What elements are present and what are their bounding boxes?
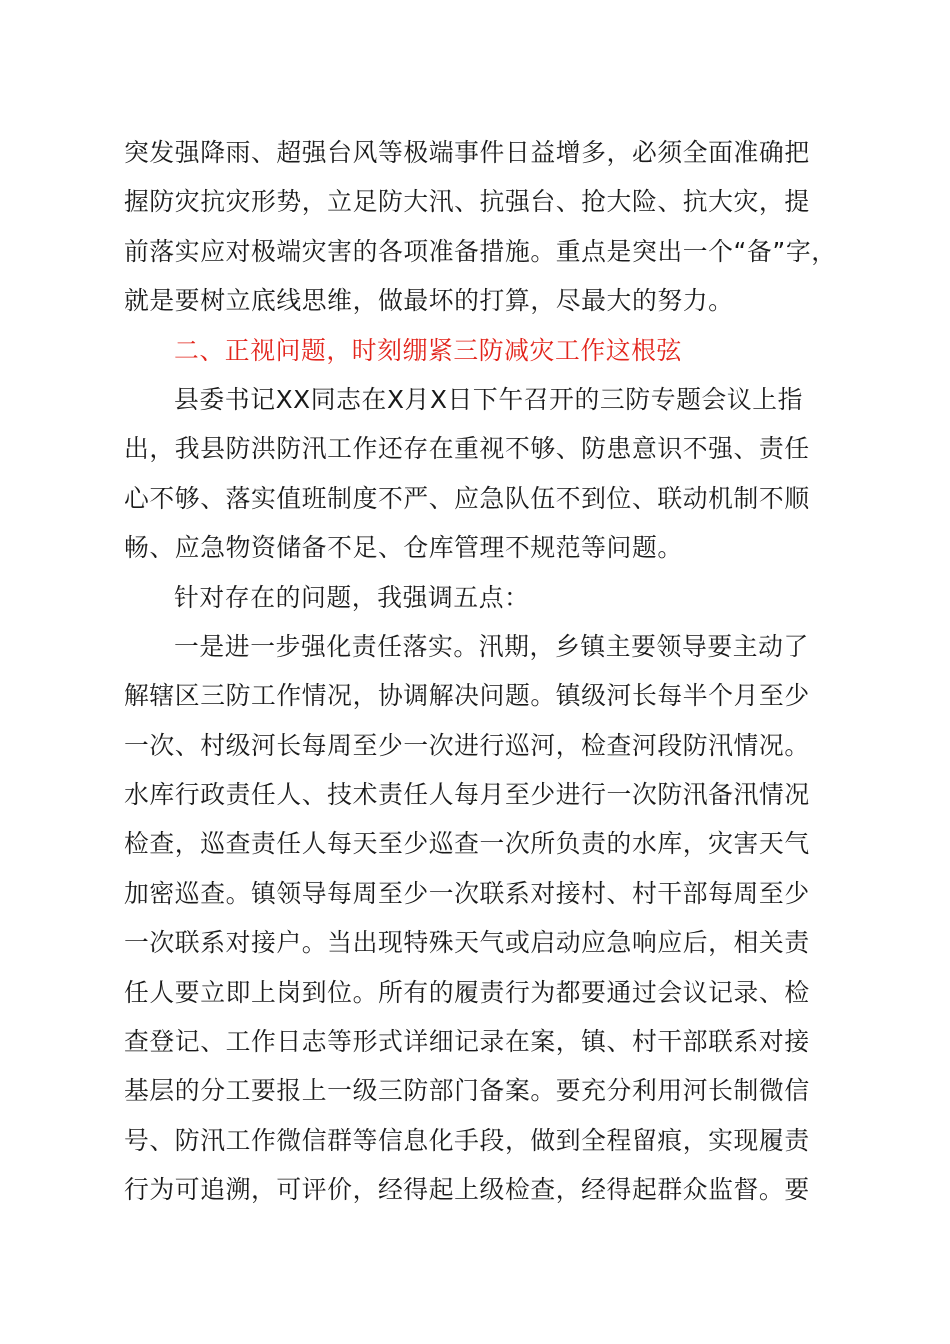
- body-line: 一次联系对接户。当出现特殊天气或启动应急响应后，相关责: [124, 928, 810, 958]
- body-line: 检查，巡查责任人每天至少巡查一次所负责的水库，灾害天气: [124, 829, 810, 859]
- body-line: 任人要立即上岗到位。所有的履责行为都要通过会议记录、检: [124, 977, 810, 1007]
- body-line: 水库行政责任人、技术责任人每月至少进行一次防汛备汛情况: [124, 780, 810, 810]
- body-line: 解辖区三防工作情况，协调解决问题。镇级河长每半个月至少: [124, 681, 810, 711]
- body-line: 心不够、落实值班制度不严、应急队伍不到位、联动机制不顺: [124, 483, 810, 513]
- document-body: [124, 128, 839, 1215]
- paragraph-first-line: 一是进一步强化责任落实。汛期，乡镇主要领导要主动了: [174, 631, 809, 661]
- section-heading: 二、正视问题，时刻绷紧三防减灾工作这根弦: [174, 335, 682, 365]
- body-line: 查登记、工作日志等形式详细记录在案，镇、村干部联系对接: [124, 1027, 810, 1057]
- body-line: 就是要树立底线思维，做最坏的打算，尽最大的努力。: [124, 286, 734, 316]
- paragraph-first-line: 县委书记XX同志在X月X日下午召开的三防专题会议上指: [174, 384, 804, 414]
- body-line: 前落实应对极端灾害的各项准备措施。重点是突出一个“备”字，: [124, 236, 837, 266]
- body-line: 一次、村级河长每周至少一次进行巡河，检查河段防汛情况。: [124, 730, 810, 760]
- body-line: 基层的分工要报上一级三防部门备案。要充分利用河长制微信: [124, 1076, 810, 1106]
- body-line: 加密巡查。镇领导每周至少一次联系对接村、村干部每周至少: [124, 878, 810, 908]
- body-line: 握防灾抗灾形势，立足防大汛、抗强台、抢大险、抗大灾，提: [124, 187, 810, 217]
- body-line: 行为可追溯，可评价，经得起上级检查，经得起群众监督。要: [124, 1175, 810, 1205]
- body-line: 出，我县防洪防汛工作还存在重视不够、防患意识不强、责任: [124, 434, 810, 464]
- body-line: 畅、应急物资储备不足、仓库管理不规范等问题。: [124, 533, 683, 563]
- body-line: 突发强降雨、超强台风等极端事件日益增多，必须全面准确把: [124, 138, 810, 167]
- paragraph-first-line: 针对存在的问题，我强调五点：: [174, 582, 530, 612]
- body-line: 号、防汛工作微信群等信息化手段，做到全程留痕，实现履责: [124, 1125, 810, 1155]
